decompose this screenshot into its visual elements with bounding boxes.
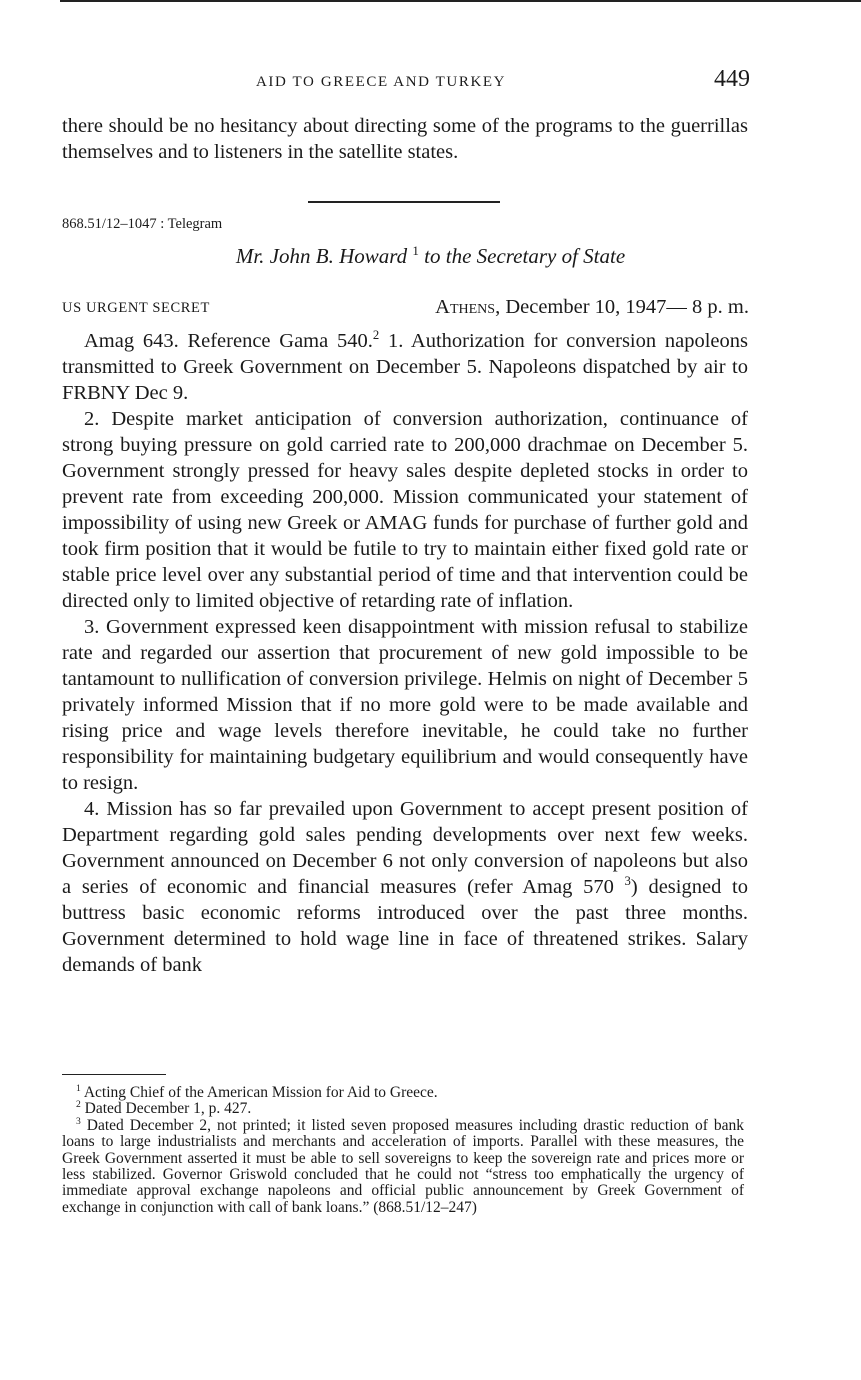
footnote-rule	[62, 1074, 166, 1075]
running-title: AID TO GREECE AND TURKEY	[256, 74, 507, 90]
telegram-paragraph-2: 2. Despite market anticipation of conversion authorization, continuance of strong buying pressure on gold carried rate to 200,000 drachmae on December 5. Government strongly pressed for heavy sales despite depleted stocks in order to prevent rate from exceeding 200,000. Mission communicated your statement of impossibility of using new Greek or AMAG funds for purchase of further gold and took firm position that it would be futile to try to maintain either fixed gold rate or stable price level over any substantial period of time and that intervention could be directed only to limited objective of retarding rate of inflation.	[62, 408, 748, 612]
telegram-body	[62, 328, 748, 978]
title-footnote-ref: 1	[412, 243, 419, 258]
dateline-place: Athens,	[435, 296, 501, 318]
footnote-1-text: Acting Chief of the American Mission for Aid to Greece.	[80, 1084, 438, 1101]
section-separator	[308, 201, 500, 203]
classification-label: US URGENT SECRET	[62, 300, 210, 316]
footnote-ref-3: 3	[624, 874, 631, 889]
title-recipient: to the Secretary of State	[424, 244, 626, 268]
continuation-paragraph	[62, 113, 748, 165]
footnote-ref-2: 2	[372, 328, 380, 343]
paragraph-4-part-a: 4. Mission has so far prevailed upon Government to accept present position of Department regarding gold sales pending developments over next few weeks. Government announced on December 6 not only conversion of napoleons but also a series of economic and financial measures (refer Amag 570	[62, 798, 748, 898]
footnote-2-text: Dated December 1, p. 427.	[80, 1100, 252, 1118]
footnote-1-marker: 1	[76, 1082, 81, 1094]
paragraph-1-part-a: Amag 643. Reference Gama 540.	[84, 330, 373, 352]
paragraph-4-part-b: ) designed to buttress basic economic reforms introduced over the past three months. Government determined to hold wage line in face of threatened strikes. Salary demands of bank	[62, 876, 748, 976]
file-reference: 868.51/12–1047 : Telegram	[62, 216, 223, 232]
top-border-rule	[60, 0, 861, 2]
footnote-3-marker: 3	[76, 1115, 81, 1127]
page-number: 449	[714, 66, 750, 92]
telegram-paragraph-3: 3. Government expressed keen disappointment with mission refusal to stabilize rate and regarded our assertion that procurement of new gold impossible to be tantamount to nullification of conversion privilege. Helmis on night of December 5 privately informed Mission that if no more gold were to be made available and rising price and wage levels therefore inevitable, he could take no further responsibility for maintaining budgetary equilibrium and would consequently have to resign.	[62, 616, 748, 794]
dateline	[435, 296, 749, 319]
telegram-paragraph-1	[62, 328, 748, 406]
footnotes	[62, 1082, 744, 1216]
page-header	[60, 66, 750, 102]
paragraph-1-part-b: 1. Authorization for conversion napoleons transmitted to Greek Government on December 5. Napoleons dispatched by air to FRBNY Dec 9.	[62, 330, 748, 404]
dateline-date: December 10, 1947— 8 p. m.	[500, 296, 749, 318]
footnote-3-text: Dated December 2, not printed; it listed seven proposed measures including drastic reduction of bank loans to large industrialists and merchants and acceleration of imports. Parallel with these measures, the Greek Government asserted it must be able to sell sovereigns to keep the sovereign rate and prices more or less stabilized. Governor Griswold concluded that he could not “stress too emphatically the urgency of immediate approval exchange napoleons and official public announcement by Greek Government of exchange in conjunction with call of bank loans.” (868.51/12–247)	[62, 1116, 744, 1216]
telegram-paragraph-4	[62, 796, 748, 978]
document-title	[0, 244, 861, 269]
continuation-text: there should be no hesitancy about directing some of the programs to the guerrillas themselves and to listeners in the satellite states.	[62, 115, 748, 163]
footnote-2-marker: 2	[76, 1099, 81, 1111]
footnote-3	[62, 1115, 744, 1216]
footnote-1	[62, 1082, 744, 1101]
title-sender: Mr. John B. Howard	[235, 244, 408, 268]
footnote-2	[62, 1101, 744, 1117]
